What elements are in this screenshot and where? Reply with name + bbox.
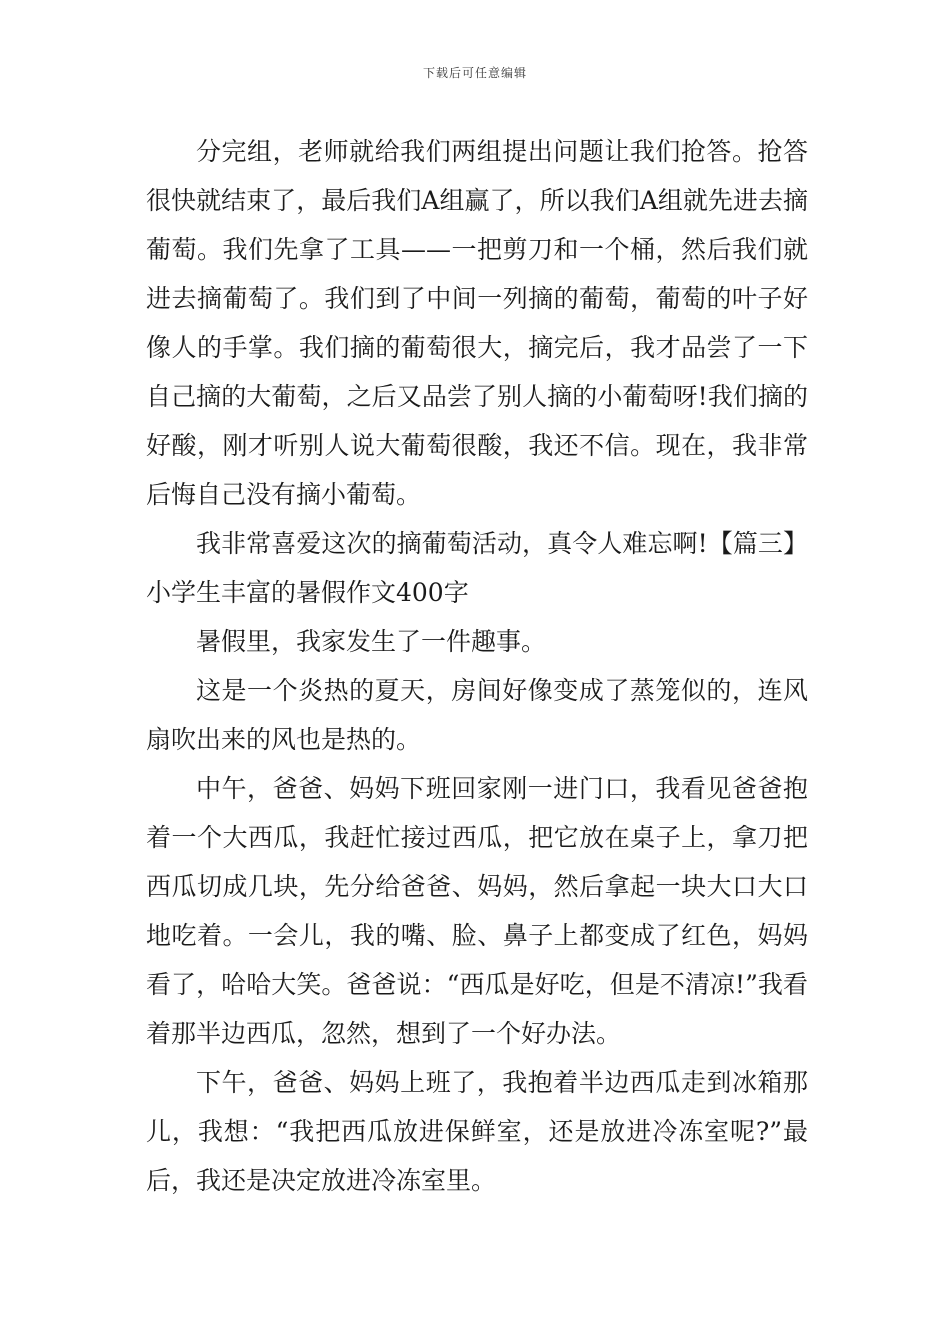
paragraph: 我非常喜爱这次的摘葡萄活动，真令人难忘啊!【篇三】小学生丰富的暑假作文400字 — [146, 529, 808, 607]
document-body — [146, 127, 808, 1205]
paragraph: 分完组，老师就给我们两组提出问题让我们抢答。抢答很快就结束了，最后我们A组赢了，所以我们A组就先进去摘葡萄。我们先拿了工具——一把剪刀和一个桶，然后我们就进去摘葡萄了。我们到了中间一列摘的葡萄，葡萄的叶子好像人的手掌。我们摘的葡萄很大，摘完后，我才品尝了一下自己摘的大葡萄，之后又品尝了别人摘的小葡萄呀!我们摘的好酸，刚才听别人说大葡萄很酸，我还不信。现在，我非常后悔自己没有摘小葡萄。 — [146, 137, 808, 509]
paragraph: 暑假里，我家发生了一件趣事。 — [196, 627, 547, 656]
paragraph: 中午，爸爸、妈妈下班回家刚一进门口，我看见爸爸抱着一个大西瓜，我赶忙接过西瓜，把它放在桌子上，拿刀把西瓜切成几块，先分给爸爸、妈妈，然后拿起一块大口大口地吃着。一会儿，我的嘴、脸、鼻子上都变成了红色，妈妈看了，哈哈大笑。爸爸说：“西瓜是好吃，但是不清凉!”我看着那半边西瓜，忽然，想到了一个好办法。 — [146, 774, 808, 1048]
paragraph: 下午，爸爸、妈妈上班了，我抱着半边西瓜走到冰箱那儿，我想：“我把西瓜放进保鲜室，还是放进冷冻室呢?”最后，我还是决定放进冷冻室里。 — [146, 1068, 808, 1195]
header-note: 下载后可任意编辑 — [422, 66, 527, 80]
paragraph: 这是一个炎热的夏天，房间好像变成了蒸笼似的，连风扇吹出来的风也是热的。 — [146, 676, 808, 754]
